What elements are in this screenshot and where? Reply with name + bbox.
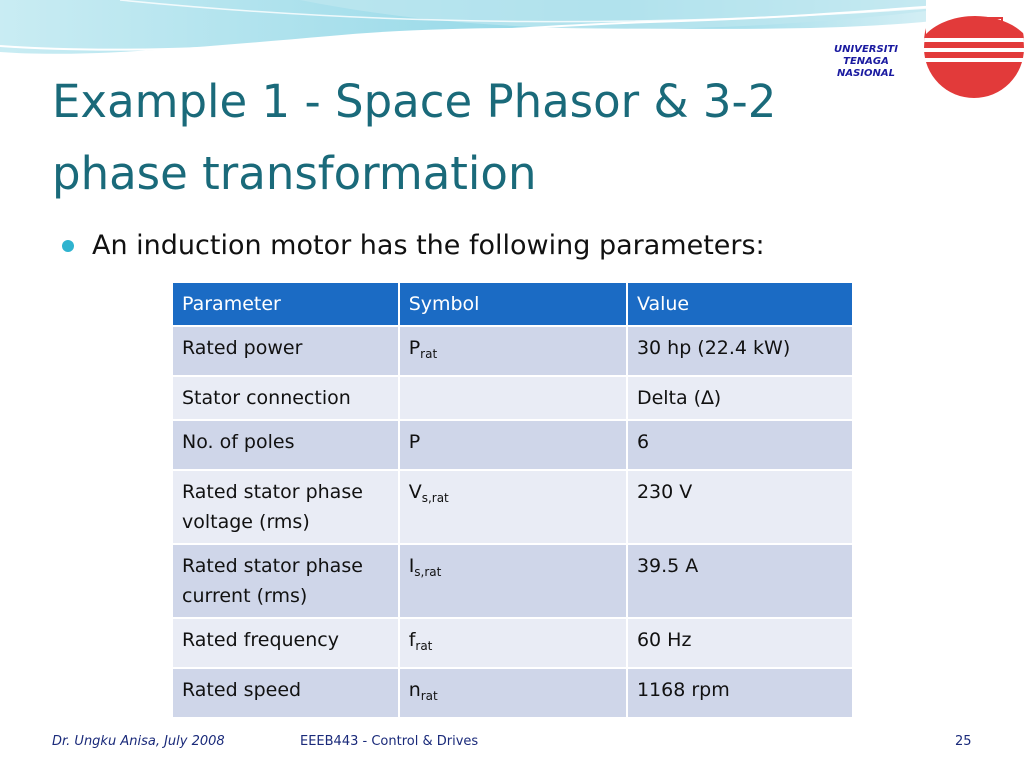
slide-title	[52, 66, 912, 210]
table-row	[172, 420, 853, 470]
cell-parameter: Rated power	[172, 326, 399, 376]
table-row	[172, 376, 853, 420]
cell-parameter: Rated stator phase current (rms)	[172, 544, 399, 618]
cell-parameter: Rated speed	[172, 668, 399, 718]
cell-symbol	[399, 668, 627, 718]
title-line2: phase transformation	[52, 147, 537, 200]
cell-parameter: Rated stator phase voltage (rms)	[172, 470, 399, 544]
table-row	[172, 326, 853, 376]
symbol-subscript: s,rat	[414, 565, 442, 579]
symbol-base: P	[408, 431, 421, 453]
table-row	[172, 544, 853, 618]
cell-parameter: Stator connection	[172, 376, 399, 420]
symbol-subscript: s,rat	[421, 491, 449, 505]
cell-parameter: No. of poles	[172, 420, 399, 470]
symbol-base: V	[408, 481, 422, 503]
parameters-table	[171, 281, 854, 719]
cell-symbol	[399, 470, 627, 544]
symbol-base: f	[408, 629, 416, 651]
table-header-row	[172, 282, 853, 326]
symbol-subscript: rat	[420, 347, 438, 361]
table-row	[172, 618, 853, 668]
logo-text-line3: NASIONAL	[836, 68, 895, 79]
logo-text-line1: UNIVERSITI	[834, 44, 898, 55]
symbol-base: n	[408, 679, 421, 701]
symbol-subscript: rat	[420, 689, 438, 703]
symbol-base: I	[408, 555, 415, 577]
cell-value: 60 Hz	[627, 618, 853, 668]
symbol-subscript: rat	[415, 639, 433, 653]
cell-value: 230 V	[627, 470, 853, 544]
table-row	[172, 470, 853, 544]
cell-value: 1168 rpm	[627, 668, 853, 718]
cell-value: 39.5 A	[627, 544, 853, 618]
table-row	[172, 668, 853, 718]
logo-text-line2: TENAGA	[843, 56, 889, 67]
cell-value: Delta (∆)	[627, 376, 853, 420]
footer-course: EEEB443 - Control & Drives	[300, 734, 479, 749]
header-parameter: Parameter	[172, 282, 399, 326]
cell-symbol	[399, 618, 627, 668]
title-line1: Example 1 - Space Phasor & 3-2	[52, 75, 777, 128]
cell-value: 6	[627, 420, 853, 470]
header-value: Value	[627, 282, 853, 326]
footer-author: Dr. Ungku Anisa, July 2008	[52, 734, 225, 749]
cell-symbol	[399, 420, 627, 470]
bullet-dot-icon	[62, 240, 74, 252]
cell-parameter: Rated frequency	[172, 618, 399, 668]
footer-page-number: 25	[955, 734, 972, 749]
cell-symbol	[399, 326, 627, 376]
cell-symbol	[399, 376, 627, 420]
cell-symbol	[399, 544, 627, 618]
bullet-text: An induction motor has the following parameters:	[92, 230, 765, 261]
cell-value: 30 hp (22.4 kW)	[627, 326, 853, 376]
header-symbol: Symbol	[399, 282, 627, 326]
symbol-base: P	[408, 337, 421, 359]
